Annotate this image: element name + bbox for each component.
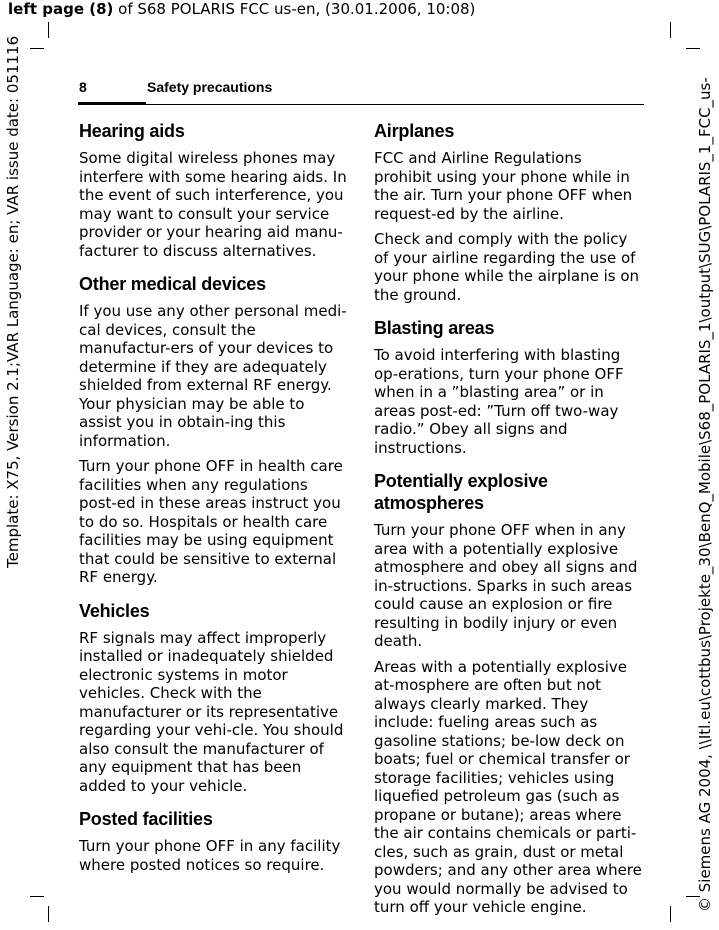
section-posted-facilities — [79, 808, 347, 874]
paragraph: RF signals may affect improperly installed or inadequately shielded electronic systems in motor vehicles. Check with the manufacturer or its representative regarding your vehi-cle. You should also consult the manufacturer of any equipment that has been added to your vehicle. — [79, 628, 344, 795]
crop-mark — [686, 48, 700, 49]
section-heading: Other medical devices — [79, 274, 266, 294]
template-info-vertical: Template: X75, Version 2.1;VAR Language: en; VAR issue date: 051116 — [4, 35, 22, 568]
paragraph: Check and comply with the policy of your airline regarding the use of your phone while the airplane is on the ground. — [374, 230, 640, 304]
section-hearing-aids — [79, 120, 347, 260]
section-heading: Hearing aids — [79, 121, 185, 141]
crop-mark — [48, 906, 49, 922]
print-header-page: left page (8) — [8, 0, 114, 18]
paragraph: FCC and Airline Regulations prohibit using your phone while in the air. Turn your phone OFF when request-ed by the airline. — [374, 149, 633, 223]
right-column — [374, 120, 642, 930]
running-title: Safety precautions — [147, 79, 273, 95]
paragraph: Turn your phone OFF in any facility where posted notices so require. — [79, 837, 341, 874]
print-header — [8, 0, 475, 18]
crop-mark — [48, 22, 49, 38]
section-heading: Airplanes — [374, 121, 455, 141]
paragraph: Turn your phone OFF in health care facilities when any regulations post-ed in these areas instruct you to do so. Hospitals or health care facilities may be using equipment that could be sensitive to external RF energy. — [79, 457, 343, 586]
section-heading: Vehicles — [79, 600, 150, 621]
page-number: 8 — [79, 79, 87, 95]
crop-mark — [30, 48, 44, 49]
paragraph: If you use any other personal medi-cal devices, consult the manufactur-ers of your devices to determine if they are adequately shielded from external RF energy. Your physician may be able to assist you in obtain-ing this information. — [79, 302, 347, 450]
left-column — [79, 120, 347, 887]
section-other-medical-devices — [79, 273, 347, 587]
section-heading: Blasting areas — [374, 318, 495, 338]
section-vehicles — [79, 600, 347, 796]
crop-mark — [30, 896, 44, 897]
section-blasting-areas — [374, 317, 642, 457]
header-rule — [78, 104, 644, 105]
crop-mark — [670, 22, 671, 38]
paragraph: Turn your phone OFF when in any area with a potentially explosive atmosphere and obey all signs and in-structions. Sparks in such areas could cause an explosion or fire resulting in bodily injury or even death. — [374, 521, 638, 650]
copyright-path-vertical: © Siemens AG 2004, \\Itl.eu\cottbus\Projekte_30\BenQ_Mobile\S68_POLARIS_1\output\SUG\POLARIS_1_FCC_us- — [696, 77, 714, 912]
crop-mark — [670, 906, 671, 922]
paragraph: Some digital wireless phones may interfere with some hearing aids. In the event of such interference, you may want to consult your service provider or your hearing aid manu-facturer to discuss alternatives. — [79, 149, 347, 260]
paragraph: To avoid interfering with blasting op-erations, turn your phone OFF when in a ”blasting area” or in areas post-ed: ”Turn off two-way radio.” Obey all signs and instructions. — [374, 346, 624, 457]
section-heading: Potentially explosive atmospheres — [374, 471, 548, 513]
section-heading: Posted facilities — [79, 809, 213, 829]
paragraph: Areas with a potentially explosive at-mosphere are often but not always clearly marked. They include: fueling areas such as gasoline stations; be-low deck on boats; fuel or chemical transfer or storage facilities; vehicles using liquefied petroleum gas (such as propane or butane); areas where the air contains chemicals or parti-cles, such as grain, dust or metal powders; and any other area where you would normally be advised to turn off your vehicle engine. — [374, 657, 642, 916]
print-header-info: of S68 POLARIS FCC us-en, (30.01.2006, 10:08) — [113, 0, 476, 18]
section-explosive-atmospheres — [374, 470, 642, 917]
section-airplanes — [374, 120, 642, 304]
